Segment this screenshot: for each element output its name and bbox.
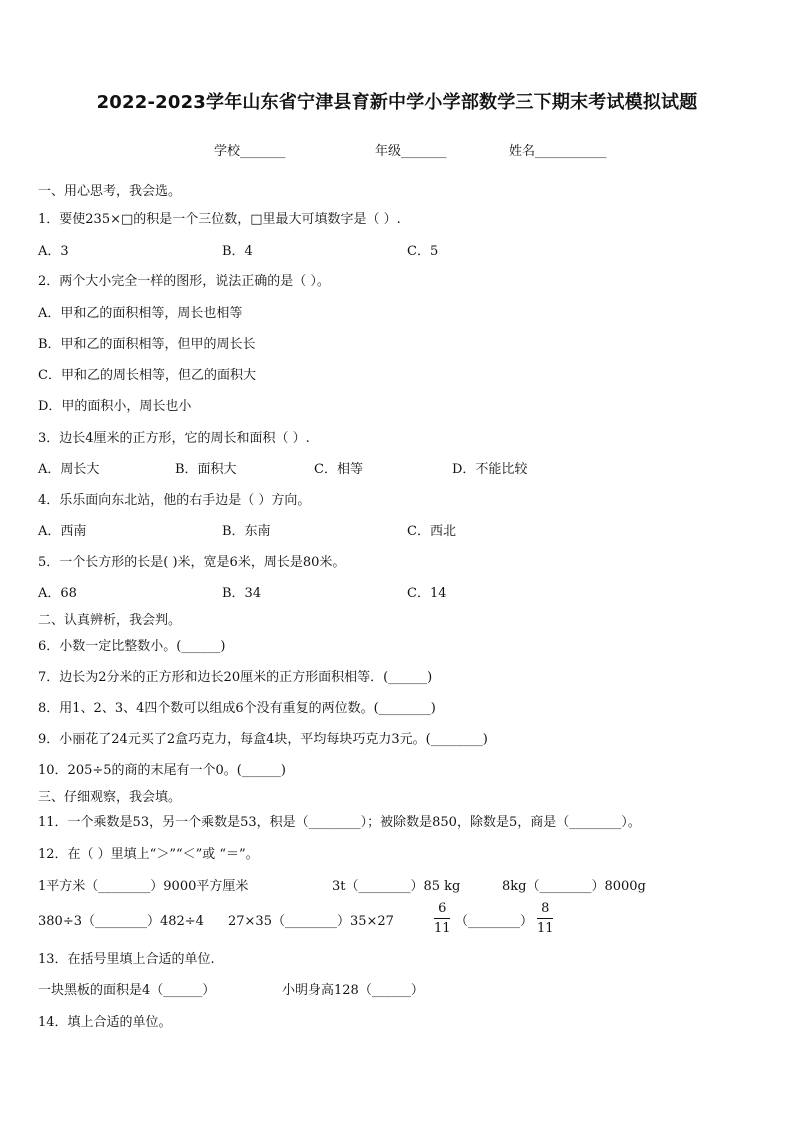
question-3-option-c: C．相等 [314,462,363,477]
grade-field: 年级_______ [375,144,447,159]
question-13-item-b: 小明身高128（______） [282,983,424,998]
question-4-option-b: B．东南 [222,524,271,539]
question-10: 10．205÷5的商的末尾有一个0。(______) [38,763,286,778]
question-1-stem: 1．要使235×□的积是一个三位数，□里最大可填数字是（ ）. [38,212,401,227]
question-12-item-6-blank: （________） [455,914,534,929]
question-4-stem: 4．乐乐面向东北站，他的右手边是（ ）方向。 [38,493,311,508]
question-7: 7．边长为2分米的正方形和边长20厘米的正方形面积相等．(______) [38,670,433,685]
question-12-stem: 12．在（ ）里填上“＞”“＜”或 “＝”。 [38,847,259,862]
question-13-item-a: 一块黑板的面积是4（______） [38,983,216,998]
question-14-stem: 14．填上合适的单位。 [38,1015,172,1030]
question-3-option-b: B．面积大 [175,462,237,477]
question-4-option-a: A．西南 [38,524,87,539]
question-5-option-b: B．34 [222,586,262,601]
question-12-item-3: 8kg（________）8000g [502,879,646,894]
question-8: 8．用1、2、3、4四个数可以组成6个没有重复的两位数。(________) [38,701,436,716]
question-2-stem: 2．两个大小完全一样的图形，说法正确的是（ ）。 [38,274,330,289]
question-2-option-d: D．甲的面积小，周长也小 [38,399,192,414]
fraction-numerator: 6 [438,901,447,916]
question-6: 6．小数一定比整数小。(______) [38,639,226,654]
question-3-stem: 3．边长4厘米的正方形，它的周长和面积（ ）. [38,431,310,446]
question-12-item-1: 1平方米（________）9000平方厘米 [38,879,249,894]
question-11: 11．一个乘数是53，另一个乘数是53，积是（________）；被除数是850，除数是5，商是（________）。 [38,815,641,830]
school-field: 学校_______ [214,144,286,159]
question-1-option-c: C．5 [407,244,439,259]
question-4-option-c: C．西北 [407,524,456,539]
question-1-option-a: A．3 [38,244,69,259]
question-5-stem: 5．一个长方形的长是( )米，宽是6米，周长是80米。 [38,555,346,570]
question-9: 9．小丽花了24元买了2盒巧克力，每盒4块，平均每块巧克力3元。(________) [38,732,488,747]
question-13-stem: 13．在括号里填上合适的单位. [38,952,215,967]
fraction-numerator: 8 [541,901,550,916]
question-12-item-4: 380÷3（________）482÷4 [38,914,204,929]
fraction-denominator: 11 [434,921,451,936]
question-1-option-b: B．4 [222,244,253,259]
name-field: 姓名___________ [509,144,607,159]
page-title: 2022-2023学年山东省宁津县育新中学小学部数学三下期末考试模拟试题 [96,92,698,113]
question-12-item-2: 3t（________）85 kg [332,879,461,894]
question-3-option-d: D．不能比较 [452,462,528,477]
section-heading-3: 三、仔细观察，我会填。 [38,790,182,805]
question-3-option-a: A．周长大 [38,462,100,477]
question-2-option-a: A．甲和乙的面积相等，周长也相等 [38,306,243,321]
fraction-six-elevenths [434,901,451,936]
question-2-option-c: C．甲和乙的周长相等，但乙的面积大 [38,368,256,383]
fraction-denominator: 11 [537,921,554,936]
fraction-eight-elevenths [537,901,554,936]
fraction-bar [434,918,450,919]
question-5-option-c: C．14 [407,586,447,601]
question-5-option-a: A．68 [38,586,77,601]
section-heading-1: 一、用心思考，我会选。 [38,184,182,199]
section-heading-2: 二、认真辨析，我会判。 [38,613,182,628]
question-12-item-5: 27×35（________）35×27 [228,914,394,929]
question-2-option-b: B．甲和乙的面积相等，但甲的周长长 [38,337,256,352]
fraction-bar [537,918,553,919]
